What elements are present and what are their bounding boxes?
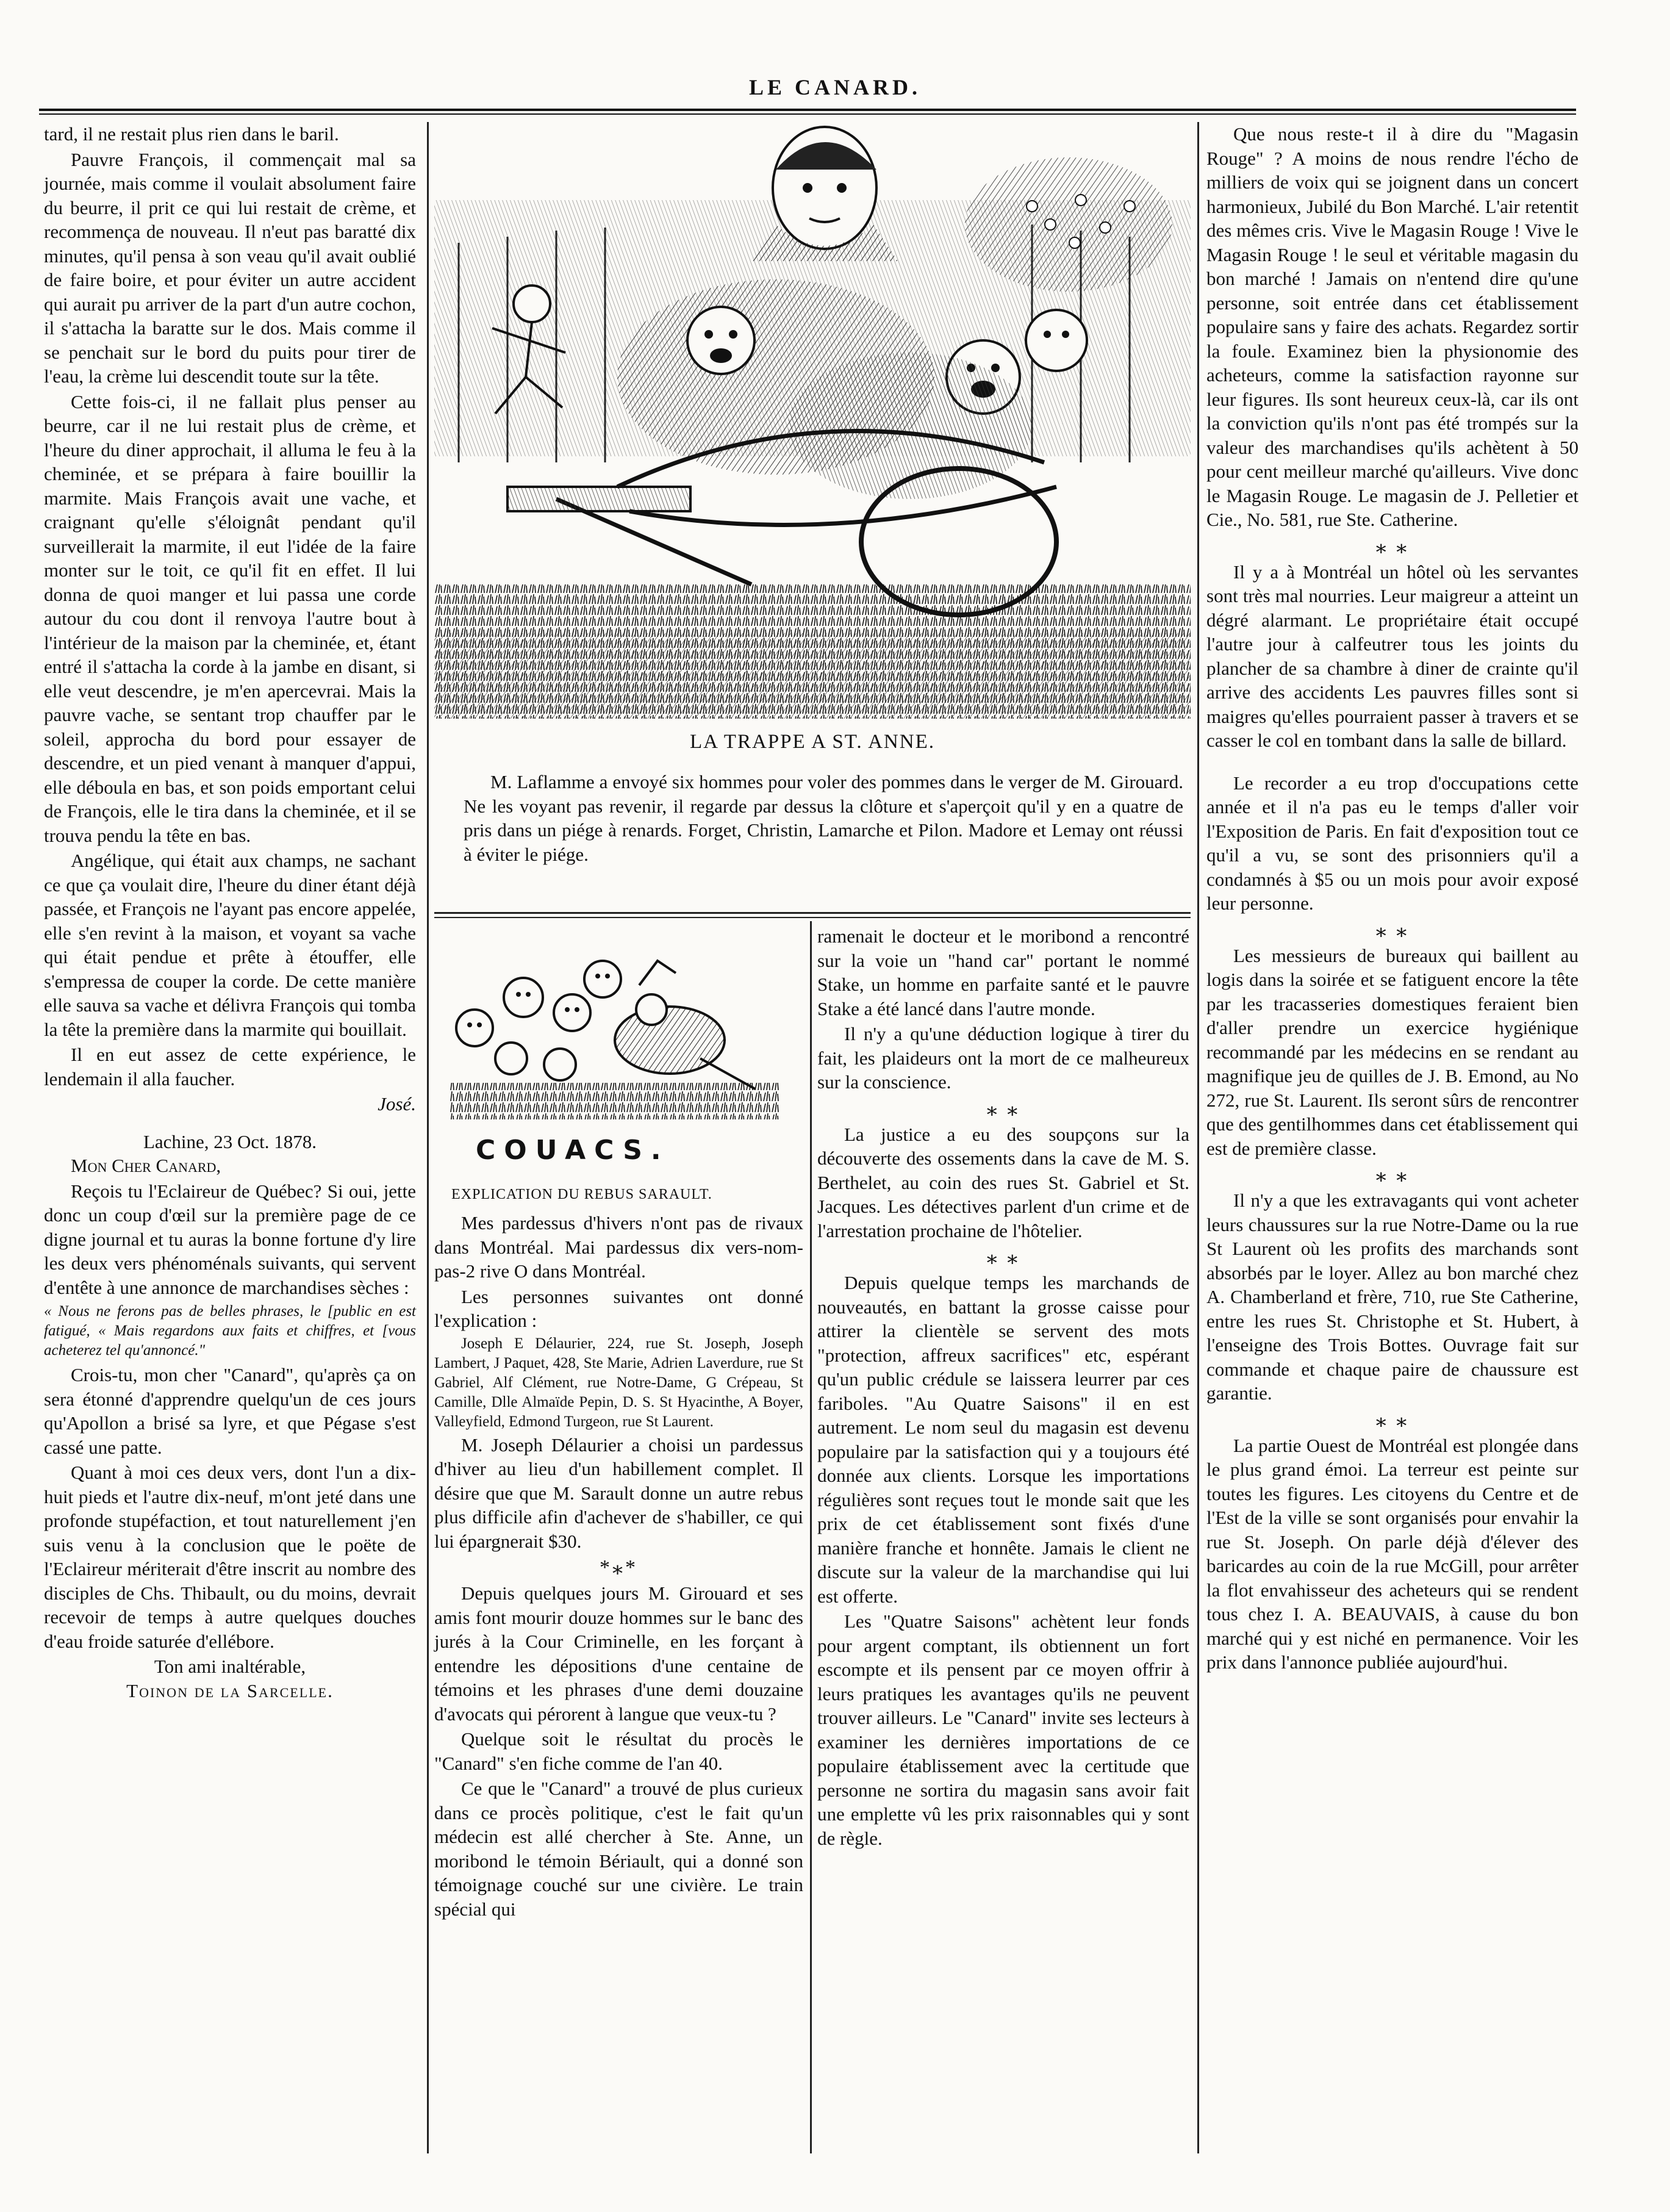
separator-stars: ⁎ ⁎ xyxy=(1375,534,1410,558)
col1-paragraph: Angélique, qui était aux champs, ne sachant ce que ça voulait dire, l'heure du diner étant déjà passée, et François ne l'ayant pas encore appelée, elle s'en revint à la maison, et voyant sa vache qui était pendue et prête à étouffer, elle s'empressa de couper la corde. De cette manière elle sauva sa vache et délivra François qui tomba la tête la première dans la marmite qui bouillait. xyxy=(44,850,416,1040)
column-divider-1 xyxy=(427,122,429,2153)
col2-paragraph: Ce que le "Canard" a trouvé de plus curieux dans ce procès politique, c'est le fait qu'un médecin est allé chercher à Ste. Anne, un moribond le témoin Bériault, qui a donné son témoignage couché sur une civière. Le train spécial qui xyxy=(434,1778,803,1920)
couacs-title: COUACS. xyxy=(476,1135,670,1166)
col2-paragraph: Depuis quelques jours M. Girouard et ses amis font mourir douze hommes sur le banc des jurés à la Cour Criminelle, en les forçant à entendre les dépositions d'une centaine de témoins et les phrases d'une demi douzaine d'avocats qui pérorent à langue que veux-tu ? xyxy=(434,1582,803,1725)
separator-stars: ⁎ ⁎ xyxy=(986,1097,1020,1120)
section-rule xyxy=(434,912,1191,914)
column-2 xyxy=(434,1211,803,1922)
rebus-cartoon-illustration xyxy=(438,936,804,1132)
rebus-subheading: EXPLICATION DU REBUS SARAULT. xyxy=(451,1187,712,1202)
separator-stars: ⁎ ⁎ xyxy=(1375,918,1410,941)
col2-paragraph: Quelque soit le résultat du procès le "Canard" s'en fiche comme de l'an 40. xyxy=(434,1728,803,1774)
illustration-paragraph: M. Laflamme a envoyé six hommes pour voler des pommes dans le verger de M. Girouard. Ne les voyant pas revenir, il regarde par dessus la clôture et s'aperçoit qu'il y en a quatre de pris dans un piége à renards. Forget, Christin, Lamarche et Pilon. Madore et Lemay ont réussi à éviter le piége. xyxy=(464,771,1183,865)
separator-stars: ⁎ ⁎ xyxy=(1375,1163,1410,1186)
col3-paragraph: Depuis quelque temps les marchands de nouveautés, en battant la grosse caisse pour attirer la clientèle se servent des mots "protection, affreux sacrifices" etc, espérant qu'un public crédule se laissera leurrer par ces fariboles. "Au Quatre Saisons" il en est autrement. Le nom seul du magasin est devenu populaire par la satisfaction qui y a toujours été donnée aux clients. Lorsque les importations régulières sont reçues tout le monde sait que les prix de cet établissement sont fixés d'une manière franche et honnête. Jamais le client ne discute sur la valeur de la marchandise qui lui est offerte. xyxy=(817,1272,1189,1607)
column-divider-3 xyxy=(1197,122,1199,2153)
col2-paragraph: Mes pardessus d'hivers n'ont pas de rivaux dans Montréal. Mai pardessus dix vers-nom-pas-2 rive O dans Montréal. xyxy=(434,1212,803,1282)
col4-paragraph: Le recorder a eu trop d'occupations cette année et il n'a pas eu le temps d'aller voir l'Exposition de Paris. En fait d'exposition tout ce qu'il a vu, se sont des prisonniers qu'il a condamnés à $5 ou un mois pour avoir exposé leur personne. xyxy=(1206,772,1579,914)
letter-paragraph: Quant à moi ces deux vers, dont l'un a dix-huit pieds et l'autre dix-neuf, m'ont jeté dans une profonde stupéfaction, et tout naturellement j'en suis venu à la conclusion que le poëte de l'Eclaireur mériterait d'être inscrit au nombre des disciples de Chs. Thibault, ou du moins, devrait recevoir de temps à autre quelques douches d'eau froide saturée d'ellébore. xyxy=(44,1462,416,1652)
illustration-text xyxy=(464,770,1183,867)
letter-place-date: Lachine, 23 Oct. 1878. xyxy=(143,1130,317,1152)
letter-paragraph: Crois-tu, mon cher "Canard", qu'après ça on sera étonné d'apprendre quelqu'un de ces jours qu'Apollon a brisé sa lyre, et que Pégase s'est cassé une patte. xyxy=(44,1364,416,1458)
illustration-caption: LA TRAPPE A ST. ANNE. xyxy=(689,731,936,753)
col1-paragraph: Pauvre François, il commençait mal sa journée, mais comme il voulait absolument faire du beurre, il prit ce qui lui restait de crème, et recommença de nouveau. Il n'eut pas baratté dix minutes, qu'il pensa à son veau qu'il avait oublié de faire boire, et pour éviter un autre accident qui aurait pu arriver de la part d'un autre cochon, il s'attacha la baratte sur le dos. Mais comme il se penchait sur le bord du puits pour tirer de l'eau, la crème lui descendit toute sur la tête. xyxy=(44,148,416,387)
col4-paragraph: La partie Ouest de Montréal est plongée dans le plus grand émoi. La terreur est peinte sur toutes les figures. Les citoyens du Centre et de l'Est de la ville se sont organisés pour envahir la rue St. Joseph. On parle déjà d'élever des baricardes au coin de la rue McGill, pour arrêter la flot envahisseur des acheteurs qui se rendent tous chez I. A. BEAUVAIS, à cause du bon marché qui y est niché en permanence. Voir les prix dans l'annonce publiée aujourd'hui. xyxy=(1206,1434,1579,1673)
separator-stars: ⁎ ⁎ xyxy=(986,1246,1020,1268)
letter-paragraph: Reçois tu l'Eclaireur de Québec? Si oui, jette donc un coup d'œil sur la première page de ce digne journal et tu auras la bonne fortune d'y lire les deux vers phénoménals suivants, qui servent d'entête à une annonce de marchandises sèches : xyxy=(44,1180,416,1298)
running-title: LE CANARD. xyxy=(748,75,921,99)
column-divider-2 xyxy=(810,921,812,2153)
rebus-solvers-list: Joseph E Délaurier, 224, rue St. Joseph, Joseph Lambert, J Paquet, 428, Ste Marie, Adrien Laverdure, rue St Gabriel, Alf Clément, rue Notre-Dame, G Crépeau, St Camille, Dlle Almaïde Pepin, D. S. St Hyacinthe, A Boyer, Valleyfield, Edmond Turgeon, rue St Laurent. xyxy=(434,1335,803,1430)
column-1 xyxy=(44,122,416,1703)
separator-stars: ⁎ ⁎ xyxy=(1375,1408,1410,1431)
col2-paragraph: Les personnes suivantes ont donné l'explication : xyxy=(434,1285,803,1331)
letter-signature: Toinon de la Sarcelle. xyxy=(126,1679,334,1701)
signature: José. xyxy=(378,1093,416,1115)
col1-paragraph: tard, il ne restait plus rien dans le baril. xyxy=(44,123,339,145)
col4-paragraph: Les messieurs de bureaux qui baillent au logis dans la soirée et se fatiguent encore la tête par les tracasseries domestiques feraient bien d'aller prendre un exercice hygiénique recommandé par les médecins en se rendant au magnifique jeu de quilles de J. B. Emond, au No 272, rue St. Laurent. Ils seront sûrs de rencontrer que des gentilhommes dans cet établissement qui est de première classe. xyxy=(1206,944,1579,1159)
col3-paragraph: La justice a eu des soupçons sur la découverte des ossements dans la cave de M. S. Berthelet, au coin des rues St. Gabriel et St. Jacques. Les détectives parlent d'un crime et de l'arrestation prochaine de l'hôtelier. xyxy=(817,1123,1189,1241)
col4-paragraph: Il y a à Montréal un hôtel où les servantes sont très mal nourries. Leur maigreur a atteint un dégré alarmant. Le propriétaire était occupé l'autre jour à calfeutrer tous les joints du plancher de sa chambre à diner de crainte qu'il arrive des accidents Les pauvres filles sont si maigres qu'elles pourraient passer à travers et se casser le col en tombant dans la salle de billard. xyxy=(1206,561,1579,751)
col1-paragraph: Il en eut assez de cette expérience, le lendemain il alla faucher. xyxy=(44,1044,416,1090)
col4-paragraph: Il n'y a que les extravagants qui vont acheter leurs chaussures sur la rue Notre-Dame ou la rue St Laurent où les profits des marchands sont absorbés par le loyer. Allez au bon marché chez A. Chamberland et frère, 710, rue Ste Catherine, entre les rues St. Christophe et St. Hubert, à l'enseigne des Trois Bottes. Ouvrage fait sur commande et chaque paire de chaussure est garantie. xyxy=(1206,1190,1579,1404)
header-rule xyxy=(39,109,1576,111)
col2-paragraph: M. Joseph Délaurier a choisi un pardessus d'hiver au lieu d'un habillement complet. Il désire que que M. Sarault donne un autre rebus plus difficile afin d'achever de s'habiller, ce qui lui épargnerait $30. xyxy=(434,1434,803,1552)
col3-paragraph: Les "Quatre Saisons" achètent leur fonds pour argent comptant, ils obtiennent un fort escompte et ils pensent par ce moyen offrir à leurs pratiques les avantages qu'ils ne peuvent trouver ailleurs. Le "Canard" invite ses lecteurs à examiner les dernières importations de ce populaire établissement avec la certitude que personne ne sortira du magasin sans avoir fait une emplette vû les prix raisonnables qui y sont de règle. xyxy=(817,1611,1189,1849)
letter-closing: Ton ami inaltérable, xyxy=(154,1656,306,1677)
section-rule-thin xyxy=(434,917,1191,918)
letter-salutation: Mon Cher Canard, xyxy=(71,1155,221,1176)
column-3 xyxy=(817,924,1189,1851)
trap-engraving-illustration xyxy=(434,121,1191,722)
letter-quote: « Nous ne ferons pas de belles phrases, le [public en est fatigué, « Mais regardons aux faits et chiffres, et [vous acheterez tel qu'annoncé." xyxy=(44,1303,416,1359)
header-rule-thin xyxy=(39,113,1576,115)
column-4 xyxy=(1206,122,1579,1676)
separator-stars: *⁎* xyxy=(600,1556,638,1579)
col3-paragraph: ramenait le docteur et le moribond a rencontré sur la voie un "hand car" portant le nommé Stake, un homme en parfaite santé et le pauvre Stake a été lancé dans l'autre monde. xyxy=(817,925,1189,1019)
col4-paragraph: Que nous reste-t il à dire du "Magasin Rouge" ? A moins de nous rendre l'écho de milliers de voix qui se joignent dans un concert harmonieux, Jubilé du Bon Marché. L'air retentit des mêmes cris. Vive le Magasin Rouge ! Vive le Magasin Rouge ! le seul et véritable magasin du bon marché ! Jamais on n'entend dire qu'une personne, soit entrée dans cet établissement populaire sans y faire des achats. Regardez sortir la foule. Examinez bien la physionomie des acheteurs, comme la satisfaction rayonne sur leur figures. Ils sont heureux ceux-là, car ils ont la conviction qu'ils n'ont pas été trompés sur la valeur des marchandises qu'ils achètent à 50 pour cent meilleur marché qu'ailleurs. Vive donc le Magasin Rouge. Le magasin de J. Pelletier et Cie., No. 581, rue Ste. Catherine. xyxy=(1206,123,1579,530)
col1-paragraph: Cette fois-ci, il ne fallait plus penser au beurre, car il ne lui restait plus de crème, et l'heure du diner approchait, il alluma le feu à la cheminée, et se prépara à faire bouillir la marmite. Mais François avait une vache, et craignant qu'elle s'éloignât pendant qu'il surveillerait la marmite, il eut l'idée de la faire monter sur le toit, ce qu'il fit en effet. Il lui donna de quoi manger et lui passa une corde autour du cou dont il renvoya l'autre bout à l'intérieur de la maison par la cheminée, et, étant entré il s'attacha la corde à la jambe en disant, si elle veut descendre, je m'en apercevrai. Mais la pauvre vache, se sentant trop chauffer par le soleil, approcha du bord pour essayer de descendre, et un pied venant à manquer d'appui, elle déboula en bas, et son poids emportant celui de François, elle le tira dans la cheminée, et il se trouva pendu la tête en bas. xyxy=(44,390,416,846)
col3-paragraph: Il n'y a qu'une déduction logique à tirer du fait, les plaideurs ont la mort de ce malheureux sur la conscience. xyxy=(817,1023,1189,1093)
